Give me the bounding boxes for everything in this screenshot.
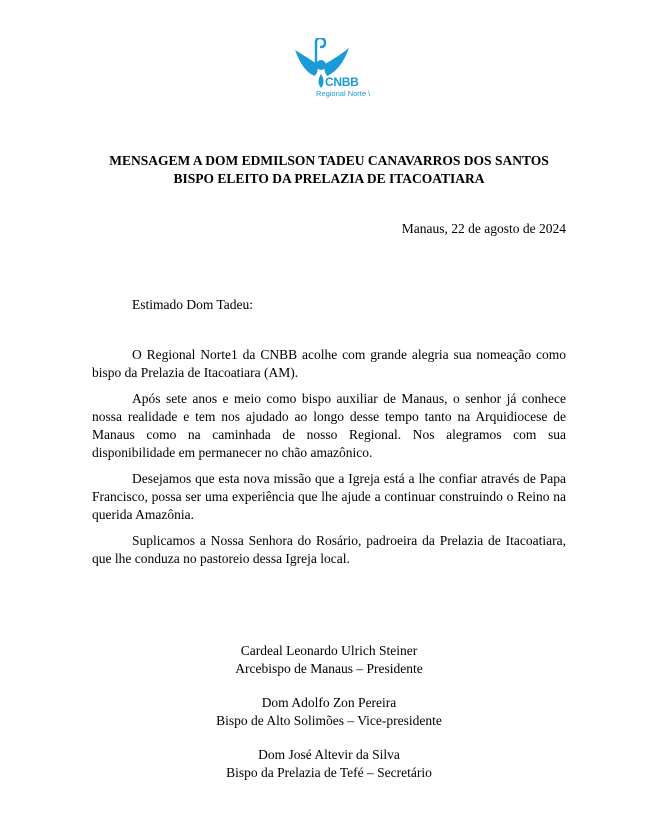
- paragraph: Desejamos que esta nova missão que a Igreja está a lhe confiar através de Papa Francisco, possa ser uma experiência que lhe ajude a continuar construindo o Reino na querida Amazônia.: [92, 471, 566, 522]
- paragraph: Suplicamos a Nossa Senhora do Rosário, padroeira da Prelazia de Itacoatiara, que lhe conduza no pastoreio dessa Igreja local.: [92, 533, 566, 566]
- document-title-line-1: MENSAGEM A DOM EDMILSON TADEU CANAVARROS DOS SANTOS: [109, 153, 549, 168]
- paragraph: Após sete anos e meio como bispo auxiliar de Manaus, o senhor já conhece nossa realidade e tem nos ajudado ao longo desse tempo tanto na Arquidiocese de Manaus como na caminhada de nosso Regional. Nos alegramos com sua disponibilidade em permanecer no chão amazônico.: [92, 391, 566, 460]
- logo-subtitle: Regional Norte \: [316, 89, 371, 98]
- document-title-line-2: BISPO ELEITO DA PRELAZIA DE ITACOATIARA: [173, 171, 485, 186]
- signature: [92, 642, 566, 678]
- signatory-name: Dom Adolfo Zon Pereira: [261, 695, 397, 710]
- signature-block: [92, 642, 566, 798]
- paragraph: O Regional Norte1 da CNBB acolhe com grande alegria sua nomeação como bispo da Prelazia de Itacoatiara (AM).: [92, 347, 566, 380]
- letter-body: [92, 346, 566, 576]
- signatory-role: Arcebispo de Manaus – Presidente: [235, 661, 423, 676]
- salutation: Estimado Dom Tadeu:: [132, 297, 254, 312]
- signatory-name: Dom José Altevir da Silva: [258, 747, 400, 762]
- signature: [92, 694, 566, 730]
- signature: [92, 746, 566, 782]
- signatory-role: Bispo da Prelazia de Tefé – Secretário: [226, 765, 432, 780]
- signatory-role: Bispo de Alto Solimões – Vice-presidente: [216, 713, 442, 728]
- logo-name: CNBB: [325, 75, 359, 89]
- letter-date: Manaus, 22 de agosto de 2024: [401, 221, 566, 236]
- signatory-name: Cardeal Leonardo Ulrich Steiner: [240, 643, 418, 658]
